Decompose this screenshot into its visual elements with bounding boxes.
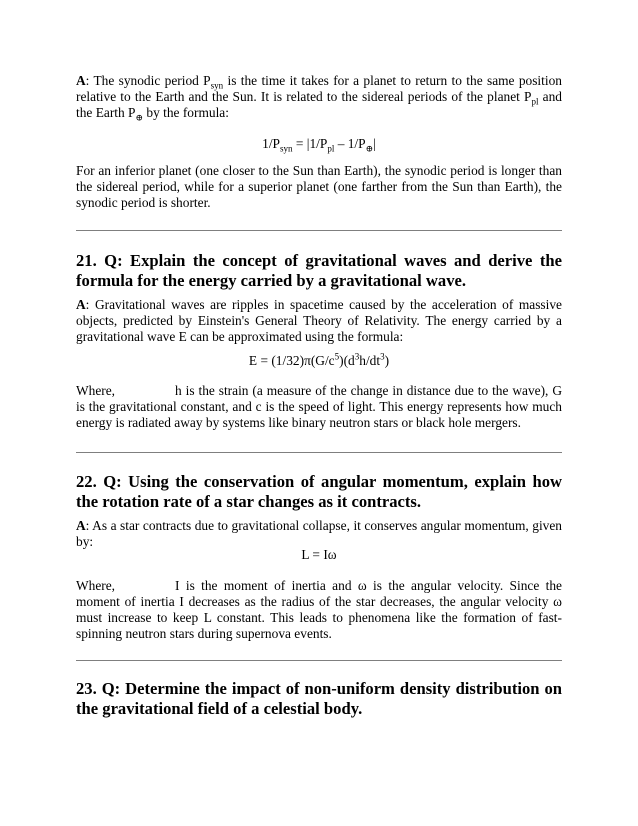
q21-answer: [76, 297, 562, 345]
q22-question: [76, 472, 562, 512]
question-heading: 23. Q: Determine the impact of non-uniform density distribution on the gravitational field of a celestial body.: [76, 679, 562, 718]
subscript: pl: [531, 96, 539, 107]
formula-part: h/dt: [359, 353, 381, 368]
formula-gw-energy: [76, 353, 562, 369]
subscript: syn: [280, 143, 293, 154]
answer-prefix: A: [76, 518, 86, 533]
q22-where: [76, 578, 562, 642]
subscript: syn: [210, 80, 224, 91]
formula-part: = |1/P: [292, 136, 328, 151]
formula-part: )(d: [339, 353, 355, 368]
q21-formula: [76, 353, 562, 369]
q23-question: [76, 679, 562, 719]
superscript: 5: [334, 351, 340, 362]
paragraph: For an inferior planet (one closer to the Sun than Earth), the synodic period is longer than the sidereal period, while for a superior planet (one farther from the Sun than Earth), the synodic period is shorter.: [76, 163, 562, 210]
q22-answer-text: [76, 518, 562, 550]
section-divider: [76, 660, 562, 661]
formula-part: 1/P: [262, 136, 281, 151]
formula-part: – 1/P: [334, 136, 366, 151]
question-heading: 22. Q: Using the conservation of angular momentum, explain how the rotation rate of a star changes as it contracts.: [76, 472, 562, 511]
text-run: : The synodic period P: [85, 73, 211, 88]
text-run: and the Earth P: [76, 89, 562, 120]
q20-formula: [76, 136, 562, 152]
q20-paragraph: [76, 163, 562, 211]
subscript: ⊕: [135, 112, 144, 123]
q20-answer: [76, 73, 562, 121]
section-divider: [76, 452, 562, 453]
question-heading: 21. Q: Explain the concept of gravitational waves and derive the formula for the energy carried by a gravitational wave.: [76, 251, 562, 290]
where-label: Where,: [76, 383, 116, 398]
subscript: pl: [327, 143, 335, 154]
where-paragraph: [76, 578, 562, 642]
text-run: is the time it takes for a planet to return to the same position relative to the Earth and the Sun. It is related to the sidereal periods of the planet P: [76, 73, 562, 104]
where-text: I is the moment of inertia and ω is the angular velocity. Since the moment of inertia I decreases as the radius of the star decreases, the angular velocity ω must increase to keep L constant. This leads to phenomena like the formation of fast-spinning neutron stars during supernova events.: [76, 578, 562, 641]
answer-prefix: A: [76, 73, 86, 88]
formula-part: ): [384, 353, 390, 368]
q22-formula: [76, 547, 562, 563]
q21-answer-text: [76, 297, 562, 345]
formula-part: |: [373, 136, 376, 151]
answer-prefix: A: [76, 297, 86, 312]
text-run: : Gravitational waves are ripples in spacetime caused by the acceleration of massive objects, predicted by Einstein's General Theory of Relativity. The energy carried by a gravitational wave E can be approximated using the formula:: [76, 297, 562, 344]
text-run: by the formula:: [143, 105, 229, 120]
where-paragraph: [76, 383, 562, 431]
formula-angular-momentum: L = Iω: [301, 547, 337, 562]
q21-question: [76, 251, 562, 291]
section-divider: [76, 230, 562, 231]
text-run: : As a star contracts due to gravitational collapse, it conserves angular momentum, given by:: [76, 518, 562, 549]
q22-answer: [76, 518, 562, 550]
formula-part: E = (1/32)π(G/c: [248, 353, 335, 368]
superscript: 3: [380, 351, 385, 362]
q21-where: [76, 383, 562, 431]
subscript: ⊕: [365, 143, 374, 154]
superscript: 3: [354, 351, 360, 362]
q20-answer-text: [76, 73, 562, 121]
formula-synodic: [76, 136, 562, 152]
where-label: Where,: [76, 578, 116, 593]
where-text: h is the strain (a measure of the change in distance due to the wave), G is the gravitational constant, and c is the speed of light. This energy represents how much energy is radiated away by systems like binary neutron stars or black hole mergers.: [76, 383, 562, 430]
